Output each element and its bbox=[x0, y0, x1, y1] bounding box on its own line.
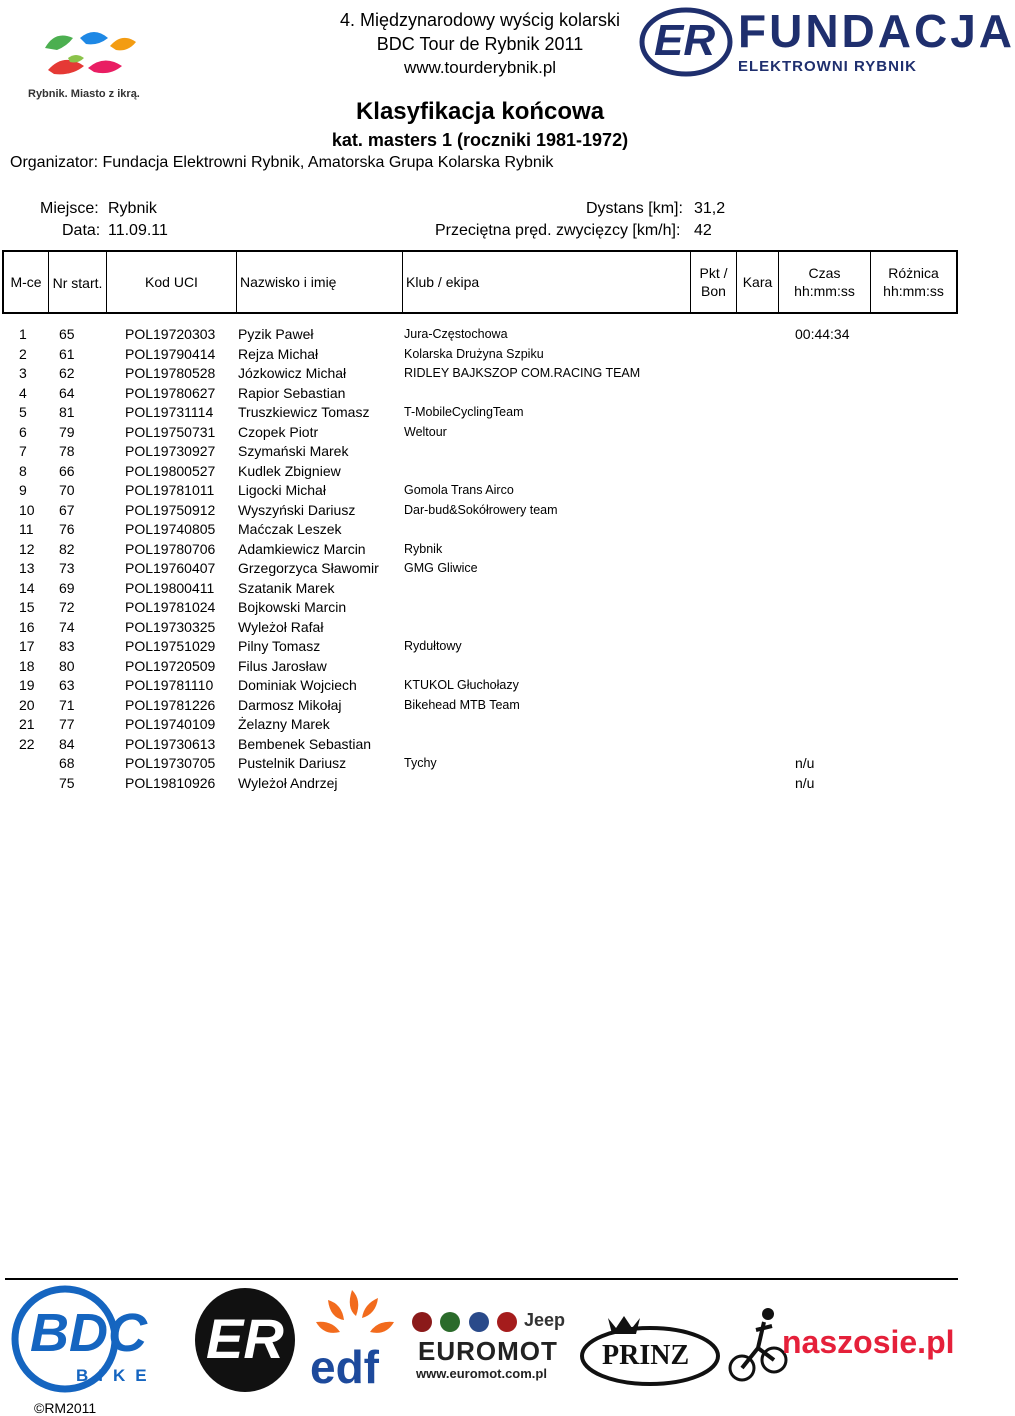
row-position: 3 bbox=[19, 365, 27, 381]
table-row bbox=[0, 560, 960, 580]
fundacja-subtitle: ELEKTROWNI RYBNIK bbox=[738, 58, 917, 75]
row-time: n/u bbox=[795, 755, 815, 771]
col-header-time: Czas hh:mm:ss bbox=[779, 252, 871, 312]
table-row bbox=[0, 658, 960, 678]
row-position: 20 bbox=[19, 696, 35, 713]
sponsor-euromot-logo bbox=[408, 1308, 574, 1386]
row-uci-code: POL19790414 bbox=[125, 345, 216, 362]
row-club: Rybnik bbox=[404, 541, 443, 556]
cyclist-icon bbox=[728, 1300, 788, 1390]
row-position: 14 bbox=[19, 579, 35, 596]
row-position: 11 bbox=[19, 521, 34, 537]
row-rider-name: Rejza Michał bbox=[238, 345, 319, 362]
col-header-diff: Różnica hh:mm:ss bbox=[883, 265, 944, 299]
row-rider-name: Józkowicz Michał bbox=[238, 365, 347, 381]
col-header-name: Nazwisko i imię bbox=[237, 252, 403, 312]
table-row bbox=[0, 346, 960, 366]
row-rider-name: Dominiak Wojciech bbox=[238, 677, 357, 693]
sponsor-naszosie-logo bbox=[728, 1300, 955, 1390]
row-rider-name: Rapior Sebastian bbox=[238, 384, 346, 401]
results-table-header bbox=[2, 250, 958, 314]
row-uci-code: POL19750731 bbox=[125, 423, 216, 440]
rybnik-logo bbox=[20, 18, 170, 108]
row-uci-code: POL19800527 bbox=[125, 462, 216, 479]
row-club: T-MobileCyclingTeam bbox=[404, 405, 524, 419]
col-header-pkt: Pkt / Bon bbox=[691, 252, 737, 312]
table-row bbox=[0, 365, 960, 385]
row-rider-name: Bembenek Sebastian bbox=[238, 735, 372, 752]
row-position: 12 bbox=[19, 540, 35, 557]
copyright: ©RM2011 bbox=[34, 1400, 97, 1416]
distance-value: 31,2 bbox=[694, 200, 726, 217]
row-uci-code: POL19781011 bbox=[125, 482, 215, 498]
row-rider-name: Szatanik Marek bbox=[238, 579, 335, 596]
row-start-number: 74 bbox=[59, 618, 75, 635]
row-start-number: 79 bbox=[59, 423, 75, 440]
row-position: 19 bbox=[19, 677, 35, 693]
row-rider-name: Grzegorzyca Sławomir bbox=[238, 560, 379, 576]
col-header-kara: Kara bbox=[737, 252, 779, 312]
jeep-wordmark: Jeep bbox=[524, 1310, 566, 1330]
rybnik-tagline: Rybnik. Miasto z ikrą. bbox=[28, 88, 140, 100]
row-time: n/u bbox=[795, 774, 815, 791]
table-row bbox=[0, 443, 960, 463]
row-start-number: 72 bbox=[59, 599, 75, 615]
event-title: BDC Tour de Rybnik 2011 bbox=[376, 34, 584, 54]
row-rider-name: Darmosz Mikołaj bbox=[238, 696, 342, 713]
col-header-nr: Nr start. bbox=[49, 252, 107, 312]
row-start-number: 67 bbox=[59, 501, 75, 518]
row-position: 1 bbox=[19, 326, 27, 342]
speed-label: Przeciętna pręd. zwycięzcy [km/h]: bbox=[435, 222, 681, 239]
row-uci-code: POL19781226 bbox=[125, 696, 216, 713]
table-row bbox=[0, 482, 960, 502]
distance-label: Dystans [km]: bbox=[586, 200, 683, 217]
row-position: 7 bbox=[19, 443, 27, 459]
row-uci-code: POL19800411 bbox=[125, 579, 215, 596]
table-row bbox=[0, 736, 960, 756]
row-start-number: 77 bbox=[59, 716, 75, 732]
row-uci-code: POL19780627 bbox=[125, 384, 216, 401]
car-brand-icons bbox=[412, 1312, 521, 1337]
row-uci-code: POL19730325 bbox=[125, 618, 216, 635]
row-club: Weltour bbox=[404, 424, 447, 439]
row-rider-name: Żelazny Marek bbox=[238, 716, 330, 732]
row-uci-code: POL19781024 bbox=[125, 599, 216, 615]
row-position: 2 bbox=[19, 345, 27, 362]
row-start-number: 70 bbox=[59, 482, 75, 498]
lancia-icon bbox=[469, 1312, 489, 1332]
row-position: 6 bbox=[19, 423, 27, 440]
table-row bbox=[0, 716, 960, 736]
col-header-uci: Kod UCI bbox=[107, 252, 237, 312]
table-row bbox=[0, 638, 960, 658]
row-rider-name: Wyszyński Dariusz bbox=[238, 501, 356, 518]
row-position: 21 bbox=[19, 716, 35, 732]
row-uci-code: POL19730705 bbox=[125, 755, 216, 771]
row-uci-code: POL19760407 bbox=[125, 560, 216, 576]
row-rider-name: Ligocki Michał bbox=[238, 482, 326, 498]
row-position: 9 bbox=[19, 482, 27, 498]
row-uci-code: POL19780528 bbox=[125, 365, 216, 381]
sponsor-prinz-logo bbox=[578, 1310, 728, 1388]
row-start-number: 82 bbox=[59, 540, 75, 557]
classification-title: Klasyfikacja końcowa bbox=[355, 98, 605, 125]
row-start-number: 66 bbox=[59, 462, 75, 479]
row-rider-name: Kudlek Zbigniew bbox=[238, 462, 341, 479]
row-club: RIDLEY BAJKSZOP COM.RACING TEAM bbox=[404, 366, 641, 380]
fundacja-er-mark: ER bbox=[654, 16, 716, 65]
row-uci-code: POL19750912 bbox=[125, 501, 216, 518]
date-value: 11.09.11 bbox=[108, 222, 168, 239]
table-row bbox=[0, 385, 960, 405]
table-row bbox=[0, 619, 960, 639]
table-row bbox=[0, 404, 960, 424]
row-club: Bikehead MTB Team bbox=[404, 697, 520, 712]
row-rider-name: Pilny Tomasz bbox=[238, 638, 321, 654]
row-uci-code: POL19751029 bbox=[125, 638, 216, 654]
row-start-number: 73 bbox=[59, 560, 75, 576]
row-uci-code: POL19720509 bbox=[125, 657, 216, 674]
table-row bbox=[0, 463, 960, 483]
table-row bbox=[0, 326, 960, 346]
row-start-number: 64 bbox=[59, 384, 75, 401]
row-position: 10 bbox=[19, 501, 35, 518]
row-club: Jura-Częstochowa bbox=[404, 327, 508, 341]
row-position: 4 bbox=[19, 384, 27, 401]
row-start-number: 80 bbox=[59, 657, 75, 674]
event-name: 4. Międzynarodowy wyścig kolarski bbox=[339, 10, 621, 30]
row-position: 5 bbox=[19, 404, 27, 420]
table-row bbox=[0, 424, 960, 444]
row-start-number: 76 bbox=[59, 521, 75, 537]
row-rider-name: Adamkiewicz Marcin bbox=[238, 540, 366, 557]
row-rider-name: Wyleżoł Andrzej bbox=[238, 774, 338, 791]
row-start-number: 71 bbox=[59, 696, 75, 713]
sponsor-edf-logo bbox=[308, 1288, 404, 1398]
row-uci-code: POL19731114 bbox=[125, 404, 214, 420]
row-club: Tychy bbox=[404, 756, 437, 770]
abarth-icon bbox=[497, 1312, 517, 1332]
row-start-number: 62 bbox=[59, 365, 75, 381]
row-club: Gomola Trans Airco bbox=[404, 483, 514, 497]
bdc-wordmark: BDC bbox=[30, 1303, 147, 1363]
row-uci-code: POL19740109 bbox=[125, 716, 216, 732]
row-rider-name: Maćczak Leszek bbox=[238, 521, 342, 537]
footer-divider bbox=[5, 1278, 958, 1280]
row-start-number: 63 bbox=[59, 677, 75, 693]
edf-wordmark: edf bbox=[310, 1341, 379, 1393]
row-rider-name: Truszkiewicz Tomasz bbox=[238, 404, 370, 420]
table-row bbox=[0, 755, 960, 775]
row-position: 15 bbox=[19, 599, 35, 615]
table-row bbox=[0, 521, 960, 541]
row-rider-name: Szymański Marek bbox=[238, 443, 349, 459]
category-title: kat. masters 1 (roczniki 1981-1972) bbox=[331, 130, 629, 150]
row-rider-name: Wyleżoł Rafał bbox=[238, 618, 324, 635]
row-start-number: 65 bbox=[59, 326, 75, 342]
sponsor-er-logo bbox=[190, 1284, 300, 1396]
sponsor-bdc-logo bbox=[10, 1284, 180, 1394]
fiat-icon bbox=[412, 1312, 432, 1332]
row-start-number: 75 bbox=[59, 774, 75, 791]
table-row bbox=[0, 541, 960, 561]
col-header-pos: M-ce bbox=[4, 252, 49, 312]
col-header-club: Klub / ekipa bbox=[403, 252, 691, 312]
row-position: 8 bbox=[19, 462, 27, 479]
row-start-number: 84 bbox=[59, 735, 75, 752]
speed-value: 42 bbox=[694, 222, 712, 239]
table-row bbox=[0, 502, 960, 522]
alfa-icon bbox=[440, 1312, 460, 1332]
row-club: Dar-bud&Sokółrowery team bbox=[404, 502, 558, 517]
row-start-number: 69 bbox=[59, 579, 75, 596]
row-start-number: 61 bbox=[59, 345, 75, 362]
row-rider-name: Pustelnik Dariusz bbox=[238, 755, 347, 771]
row-uci-code: POL19720303 bbox=[125, 326, 216, 342]
row-position: 18 bbox=[19, 657, 35, 674]
table-row bbox=[0, 775, 960, 795]
euromot-url: www.euromot.com.pl bbox=[416, 1366, 547, 1381]
row-position: 13 bbox=[19, 560, 35, 576]
row-uci-code: POL19780706 bbox=[125, 540, 216, 557]
er-sponsor-mark: ER bbox=[206, 1307, 284, 1370]
row-position: 17 bbox=[19, 638, 35, 654]
organizer: Organizator: Fundacja Elektrowni Rybnik, Amatorska Grupa Kolarska Rybnik bbox=[10, 154, 554, 171]
row-rider-name: Pyzik Paweł bbox=[238, 326, 314, 342]
row-start-number: 78 bbox=[59, 443, 75, 459]
euromot-wordmark: EUROMOT bbox=[418, 1336, 558, 1366]
row-club: Kolarska Drużyna Szpiku bbox=[404, 346, 544, 361]
row-uci-code: POL19730613 bbox=[125, 735, 216, 752]
row-uci-code: POL19730927 bbox=[125, 443, 216, 459]
place-value: Rybnik bbox=[108, 200, 157, 217]
row-club: GMG Gliwice bbox=[404, 561, 478, 575]
table-row bbox=[0, 697, 960, 717]
prinz-wordmark: PRINZ bbox=[602, 1340, 690, 1371]
place-label: Miejsce: bbox=[40, 200, 99, 217]
row-position: 16 bbox=[19, 618, 35, 635]
row-uci-code: POL19781110 bbox=[125, 677, 214, 693]
table-row bbox=[0, 580, 960, 600]
bdc-sub: BIKE bbox=[76, 1366, 157, 1385]
row-start-number: 81 bbox=[59, 404, 75, 420]
row-rider-name: Czopek Piotr bbox=[238, 423, 319, 440]
row-start-number: 68 bbox=[59, 755, 75, 771]
row-uci-code: POL19740805 bbox=[125, 521, 216, 537]
row-uci-code: POL19810926 bbox=[125, 774, 216, 791]
fundacja-title: FUNDACJA bbox=[738, 5, 1015, 57]
event-url[interactable]: www.tourderybnik.pl bbox=[403, 58, 557, 77]
date-label: Data: bbox=[62, 222, 101, 239]
edf-sun-icon bbox=[308, 1288, 404, 1348]
row-position: 22 bbox=[19, 735, 35, 752]
table-row bbox=[0, 599, 960, 619]
row-rider-name: Filus Jarosław bbox=[238, 657, 327, 674]
row-club: Rydułtowy bbox=[404, 639, 462, 653]
row-club: KTUKOL Głuchołazy bbox=[404, 678, 519, 692]
table-row bbox=[0, 677, 960, 697]
naszosie-wordmark: naszosie.pl bbox=[782, 1324, 955, 1360]
row-time: 00:44:34 bbox=[795, 326, 850, 342]
row-rider-name: Bojkowski Marcin bbox=[238, 599, 347, 615]
row-start-number: 83 bbox=[59, 638, 75, 654]
